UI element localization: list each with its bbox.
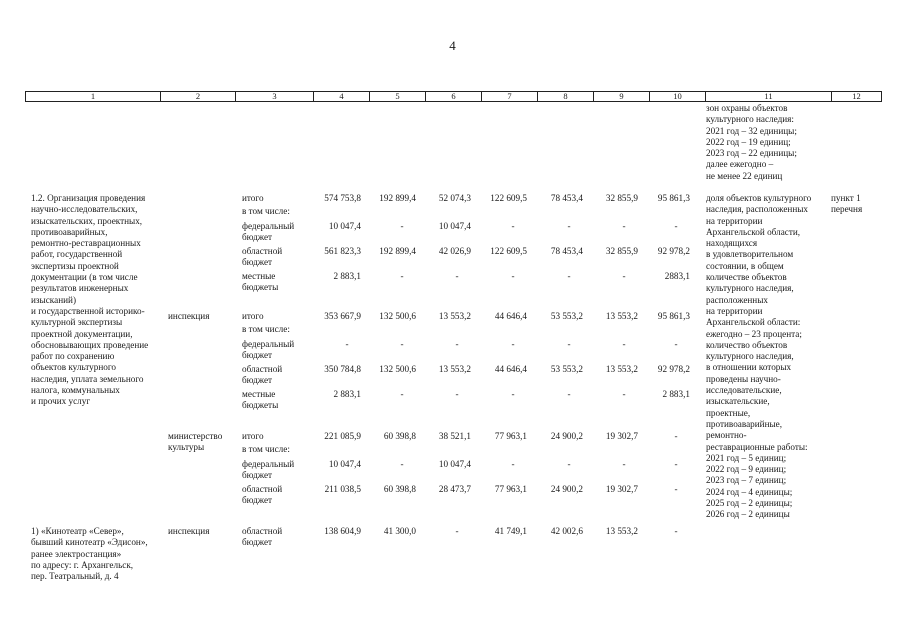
amount-cell: - [674, 221, 678, 231]
amount-cell: - [511, 221, 515, 231]
amount-cell: 2883,1 [664, 271, 690, 281]
amount-cell: 2 883,1 [333, 271, 361, 281]
amount-cell: 192 899,4 [379, 246, 416, 256]
amount-cell: 350 784,8 [324, 364, 361, 374]
amount-cell: - [567, 271, 571, 281]
amount-cell: 77 963,1 [494, 431, 527, 441]
amount-cell: 10 047,4 [328, 459, 361, 469]
indicator-continuation: зон охраны объектов культурного наследия: 2021 год – 32 единицы; 2022 год – 19 единиц; 2023 год – 22 единицы; далее ежегодно – не менее 22 единиц [706, 103, 797, 181]
executor-label: инспекция [168, 311, 210, 321]
amount-cell: 122 609,5 [490, 246, 527, 256]
amount-cell: 52 074,3 [438, 193, 471, 203]
amount-cell: 42 002,6 [550, 526, 583, 536]
amount-cell: 13 553,2 [605, 311, 638, 321]
amount-cell: 13 553,2 [605, 364, 638, 374]
funding-source-label: областной бюджет [242, 484, 283, 506]
amount-cell: 77 963,1 [494, 484, 527, 494]
amount-cell: 32 855,9 [605, 193, 638, 203]
page-number: 4 [449, 38, 456, 53]
funding-source-label: в том числе: [242, 206, 290, 216]
amount-cell: 53 553,2 [550, 364, 583, 374]
amount-cell: 13 553,2 [605, 526, 638, 536]
amount-cell: 95 861,3 [657, 193, 690, 203]
amount-cell: 19 302,7 [605, 431, 638, 441]
amount-cell: - [345, 339, 349, 349]
amount-cell: 10 047,4 [438, 221, 471, 231]
funding-source-label: в том числе: [242, 324, 290, 334]
item-1-description: 1) «Кинотеатр «Север», бывший кинотеатр «Эдисон», ранее электростанция» по адресу: г. Архангельск, пер. Театральный, д. 4 [31, 526, 148, 582]
amount-cell: 221 085,9 [324, 431, 361, 441]
amount-cell: - [511, 389, 515, 399]
amount-cell: - [400, 271, 404, 281]
amount-cell: - [455, 389, 459, 399]
funding-source-label: местные бюджеты [242, 389, 279, 411]
header-col-10: 10 [650, 92, 706, 102]
amount-cell: 574 753,8 [324, 193, 361, 203]
amount-cell: 28 473,7 [438, 484, 471, 494]
amount-cell: - [567, 389, 571, 399]
column-number-header [25, 91, 882, 102]
funding-source-label: местные бюджеты [242, 271, 279, 293]
amount-cell: - [400, 459, 404, 469]
amount-cell: 122 609,5 [490, 193, 527, 203]
amount-cell: 353 667,9 [324, 311, 361, 321]
amount-cell: 92 978,2 [657, 364, 690, 374]
item-1-2-reference: пункт 1 перечня [831, 193, 863, 215]
amount-cell: 24 900,2 [550, 431, 583, 441]
header-col-6: 6 [426, 92, 482, 102]
funding-source-label: федеральный бюджет [242, 339, 295, 361]
funding-source-label: федеральный бюджет [242, 221, 295, 243]
amount-cell: 95 861,3 [657, 311, 690, 321]
amount-cell: 44 646,4 [494, 311, 527, 321]
amount-cell: 211 038,5 [324, 484, 361, 494]
item-1-2-description: 1.2. Организация проведения научно-исследовательских, изыскательских, проектных, противоаварийных, ремонтно-реставрационных работ, государственной экспертизы проектной документации (в том числе результатов инженерных изысканий) и государственной историко- культурной экспертизы проектной документации, обосновывающих проведение работ по сохранению объектов культурного наследия, уплата земельного налога, коммунальных и прочих услуг [31, 193, 149, 407]
amount-cell: 38 521,1 [438, 431, 471, 441]
amount-cell: - [400, 389, 404, 399]
amount-cell: 60 398,8 [383, 431, 416, 441]
amount-cell: 78 453,4 [550, 246, 583, 256]
amount-cell: - [674, 339, 678, 349]
amount-cell: - [455, 339, 459, 349]
amount-cell: 60 398,8 [383, 484, 416, 494]
amount-cell: - [622, 221, 626, 231]
amount-cell: 32 855,9 [605, 246, 638, 256]
amount-cell: 10 047,4 [328, 221, 361, 231]
amount-cell: - [511, 339, 515, 349]
header-col-9: 9 [594, 92, 650, 102]
header-col-8: 8 [538, 92, 594, 102]
amount-cell: - [622, 389, 626, 399]
amount-cell: - [455, 271, 459, 281]
amount-cell: 42 026,9 [438, 246, 471, 256]
header-col-2: 2 [161, 92, 236, 102]
amount-cell: - [622, 339, 626, 349]
amount-cell: 2 883,1 [662, 389, 690, 399]
amount-cell: - [400, 339, 404, 349]
funding-source-label: областной бюджет [242, 364, 283, 386]
funding-source-label: итого [242, 311, 264, 321]
funding-source-label: областной бюджет [242, 246, 283, 268]
header-col-3: 3 [236, 92, 314, 102]
header-col-11: 11 [706, 92, 832, 102]
amount-cell: - [674, 484, 678, 494]
amount-cell: - [511, 459, 515, 469]
amount-cell: 192 899,4 [379, 193, 416, 203]
amount-cell: - [567, 339, 571, 349]
amount-cell: - [674, 526, 678, 536]
funding-source-label: в том числе: [242, 444, 290, 454]
amount-cell: 13 553,2 [438, 364, 471, 374]
amount-cell: 19 302,7 [605, 484, 638, 494]
amount-cell: 41 749,1 [494, 526, 527, 536]
amount-cell: 132 500,6 [379, 364, 416, 374]
amount-cell: 24 900,2 [550, 484, 583, 494]
amount-cell: - [567, 459, 571, 469]
header-col-5: 5 [370, 92, 426, 102]
amount-cell: 13 553,2 [438, 311, 471, 321]
header-col-4: 4 [314, 92, 370, 102]
funding-source-label: итого [242, 431, 264, 441]
amount-cell: 10 047,4 [438, 459, 471, 469]
executor-label: инспекция [168, 526, 210, 536]
amount-cell: - [622, 459, 626, 469]
funding-source-label: итого [242, 193, 264, 203]
amount-cell: - [567, 221, 571, 231]
funding-source-label: федеральный бюджет [242, 459, 295, 481]
amount-cell: - [674, 459, 678, 469]
item-1-2-indicator: доля объектов культурного наследия, расположенных на территории Архангельской области, находящихся в удовлетворительном состоянии, в общем количестве объектов культурного наследия, расположенных на территории Архангельской области: ежегодно – 23 процента; количество объектов культурного наследия, в отношении которых проведены научно- исследовательские, изыскательские, проектные, противоаварийные, ремонтно- реставрационные работы: 2021 год – 5 единиц; 2022 год – 9 единиц; 2023 год – 7 единиц; 2024 год – 4 единицы; 2025 год – 2 единицы; 2026 год – 2 единицы [706, 193, 812, 520]
amount-cell: 132 500,6 [379, 311, 416, 321]
amount-cell: 78 453,4 [550, 193, 583, 203]
header-col-7: 7 [482, 92, 538, 102]
amount-cell: 44 646,4 [494, 364, 527, 374]
amount-cell: - [455, 526, 459, 536]
amount-cell: 2 883,1 [333, 389, 361, 399]
amount-cell: 53 553,2 [550, 311, 583, 321]
executor-label: министерство культуры [168, 431, 223, 453]
funding-source-label: областной бюджет [242, 526, 283, 548]
amount-cell: - [622, 271, 626, 281]
amount-cell: - [511, 271, 515, 281]
amount-cell: 138 604,9 [324, 526, 361, 536]
amount-cell: - [674, 431, 678, 441]
amount-cell: 561 823,3 [324, 246, 361, 256]
header-col-12: 12 [832, 92, 882, 102]
amount-cell: 41 300,0 [383, 526, 416, 536]
amount-cell: - [400, 221, 404, 231]
amount-cell: 92 978,2 [657, 246, 690, 256]
header-col-1: 1 [26, 92, 161, 102]
